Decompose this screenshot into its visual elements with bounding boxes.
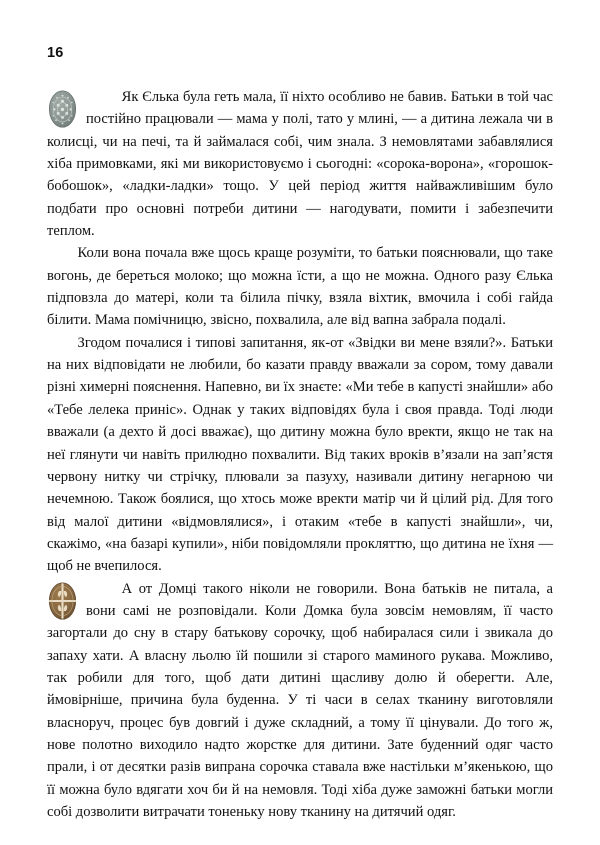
paragraph-3 [47, 332, 553, 578]
paragraph-1-text: Як Єлька була геть мала, її ніхто особливо не бавив. Батьки в той час постійно працювали — мама у полі, тато у млині, — а дитина лежала чи в колисці, чи на печі, та й займалася собі, чим знала. З немовлятами забавлялися хіба примовками, які ми використовуємо і сьогодні: «сорока-ворона», «горошок-бобошок», «ладки-ладки» тощо. У цей період життя найважливішим було подбати про основні потреби дитини — нагодувати, помити і забезпечити теплом. [47, 89, 553, 240]
paragraph-4 [47, 578, 553, 824]
page-number: 16 [47, 45, 64, 61]
paragraph-2-text: Коли вона почала вже щось краще розуміти, то батьки пояснювали, що таке вогонь, де береться молоко; що можна їсти, а що не можна. Одного разу Єлька підповзла до матері, коли та білила пічку, взяла віхтик, вмочила і собі гайда білити. Мама помічницю, звісно, похвалила, але від вапна забрала подалі. [47, 245, 553, 329]
paragraph-4-text: А от Домці такого ніколи не говорили. Вона батьків не питала, а вони самі не розповідали. Коли Домка була зовсім немовлям, її часто загортали до сну в стару батькову сорочку, щоб набиралася сили і звикала до запаху хати. А власну льолю їй пошили зі старого маминого рукава. Можливо, так робили для того, щоб дати дитині щасливу долю й оберегти. Але, ймовірніше, причина була буденна. У ті часи в селах тканину виготовляли власноруч, процес був довгий і дуже складний, а тому її цінували. До того ж, нове полотно виходило надто жорстке для дитини. Зате буденний одяг часто прали, і от десятки разів випрана сорочка ставала вже настільки м’якенькою, що її можна було вдягати хоч би й на немовля. Тоді хіба дуже заможні батьки могли собі дозволити витрачати тоненьку нову тканину на дитячий одяг. [47, 580, 553, 820]
body-text-block [47, 86, 553, 823]
pysanka-egg-brown-icon [47, 580, 78, 620]
paragraph-1 [47, 86, 553, 242]
paragraph-3-text: Згодом почалися і типові запитання, як-от «Звідки ви мене взяли?». Батьки на них відповідати не любили, бо казати правду вважали за сором, тому давали різні химерні пояснення. Напевно, ви їх знаєте: «Ми тебе в капусті знайшли» або «Тебе лелека приніс». Однак у таких відповідях була і своя правда. Тоді люди вважали (а дехто й досі вважає), що дитину можна було вректи, якщо не так на неї глянути чи навіть прилюдно похвалити. Від таких вроків в’язали на зап’ястя червону нитку чи стрічку, плювали за пазуху, називали дитину негарною чи нечемною. Також боялися, що хтось може вректи матір чи й цілий рід. Для того від малої дитини «відмовлялися», і отаким «тебе в капусті знайшли», чи, скажімо, «на базарі купили», ніби повідомляли прокляттю, що дитина не їхня — щоб не вчепилося. [47, 334, 553, 575]
pysanka-egg-grey-icon [47, 88, 78, 128]
paragraph-2 [47, 242, 553, 331]
